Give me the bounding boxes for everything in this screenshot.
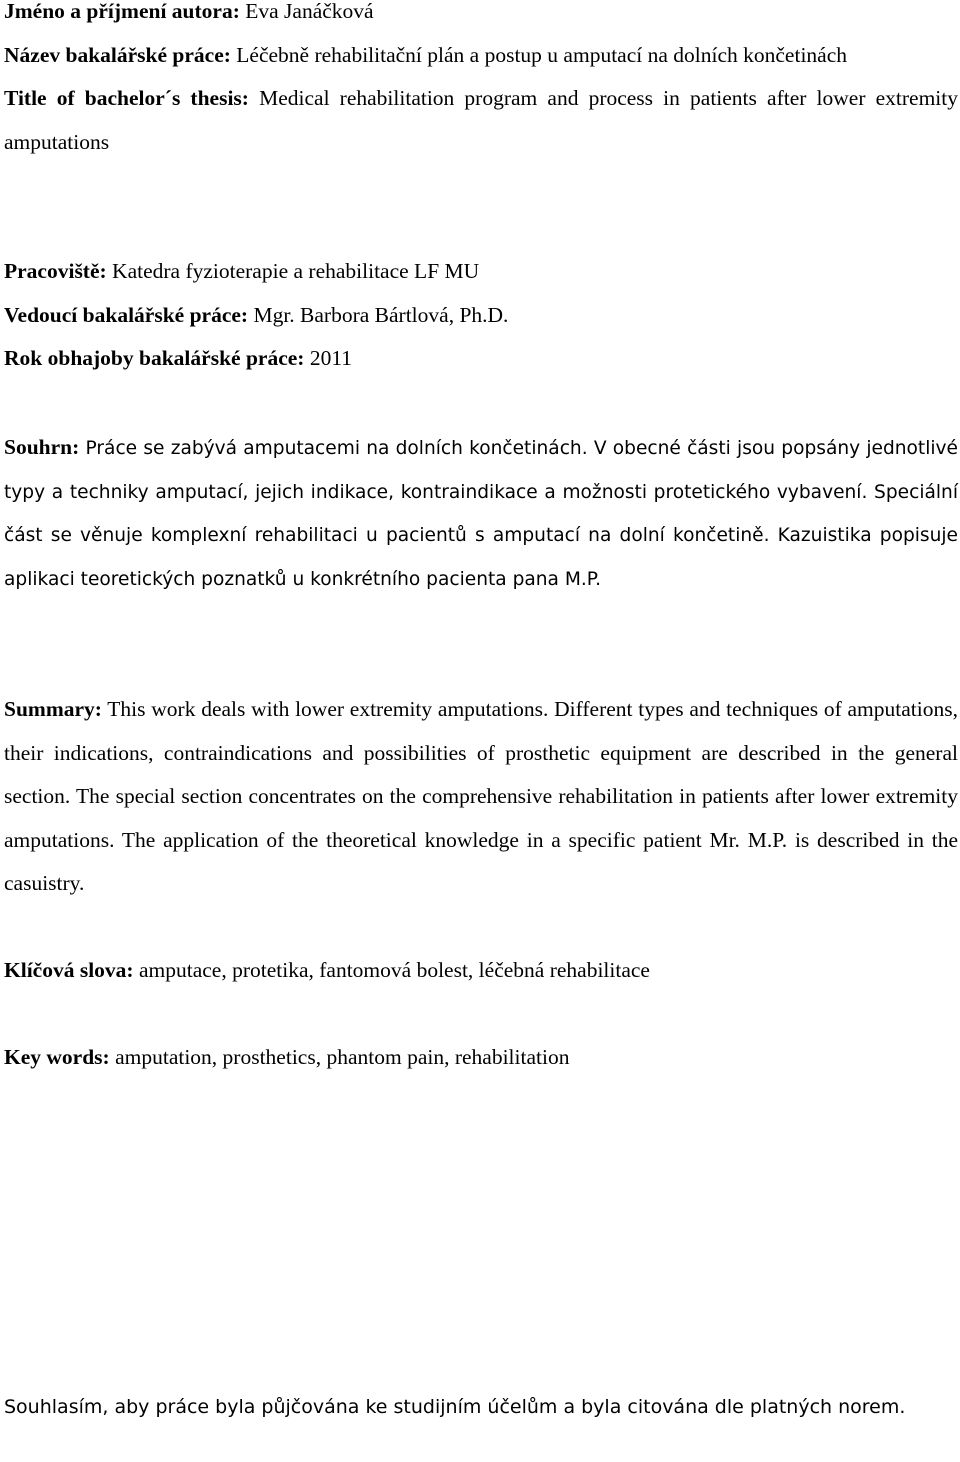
souhrn-label: Souhrn: <box>4 435 80 459</box>
thesis-title-en-value: Medical rehabilitation program and process in patients after lower extremity amputations <box>4 86 958 154</box>
summary-text: This work deals with lower extremity amputations. Different types and techniques of amputations, their indications, contraindications and possibilities of prosthetic equipment are described in the general section. The special section concentrates on the comprehensive rehabilitation in patients after lower extremity amputations. The application of the theoretical knowledge in a specific patient Mr. M.P. is described in the casuistry. <box>4 697 958 896</box>
workplace-line <box>4 250 958 294</box>
author-line <box>4 0 958 34</box>
defense-year-value: 2011 <box>309 346 353 370</box>
souhrn-paragraph <box>4 426 958 601</box>
workplace-block <box>4 250 958 381</box>
thesis-title-cs-label: Název bakalářské práce: <box>4 42 231 67</box>
supervisor-line <box>4 294 958 338</box>
defense-year-line <box>4 337 958 381</box>
keywords-cs-value: amputace, protetika, fantomová bolest, léčebná rehabilitace <box>138 958 650 982</box>
summary-paragraph <box>4 688 958 906</box>
thesis-title-en-label: Title of bachelor´s thesis: <box>4 86 249 111</box>
keywords-en-line <box>4 1036 958 1080</box>
thesis-title-en-line <box>4 77 958 164</box>
author-value: Eva Janáčková <box>245 0 374 23</box>
keywords-en-value: amputation, prosthetics, phantom pain, rehabilitation <box>115 1045 570 1069</box>
keywords-cs-line <box>4 949 958 993</box>
souhrn-text: Práce se zabývá amputacemi na dolních končetinách. V obecné části jsou popsány jednotlivé typy a techniky amputací, jejich indikace, kontraindikace a možnosti protetického vybavení. Speciální část se věnuje komplexní rehabilitaci u pacientů s amputací na dolní končetině. Kazuistika popisuje aplikaci teoretických poznatků u konkrétního pacienta pana M.P. <box>4 438 958 590</box>
summary-label: Summary: <box>4 697 102 721</box>
supervisor-label: Vedoucí bakalářské práce: <box>4 302 249 327</box>
souhrn-section <box>4 426 958 601</box>
keywords-cs-section <box>4 949 958 993</box>
workplace-label: Pracoviště: <box>4 259 107 283</box>
defense-year-label: Rok obhajoby bakalářské práce: <box>4 346 305 370</box>
author-label: Jméno a příjmení autora: <box>4 0 240 23</box>
consent-text: Souhlasím, aby práce byla půjčována ke studijním účelům a byla citována dle platných norem. <box>4 1396 906 1418</box>
keywords-cs-label: Klíčová slova: <box>4 958 134 982</box>
workplace-value: Katedra fyzioterapie a rehabilitace LF MU <box>112 259 480 283</box>
thesis-info-block <box>4 0 958 164</box>
keywords-en-section <box>4 1036 958 1080</box>
keywords-en-label: Key words: <box>4 1045 110 1069</box>
thesis-title-cs-value: Léčebně rehabilitační plán a postup u amputací na dolních končetinách <box>236 42 848 67</box>
summary-section <box>4 688 958 906</box>
thesis-title-cs-line <box>4 34 958 78</box>
consent-section <box>4 1386 958 1430</box>
supervisor-value: Mgr. Barbora Bártlová, Ph.D. <box>253 302 509 327</box>
